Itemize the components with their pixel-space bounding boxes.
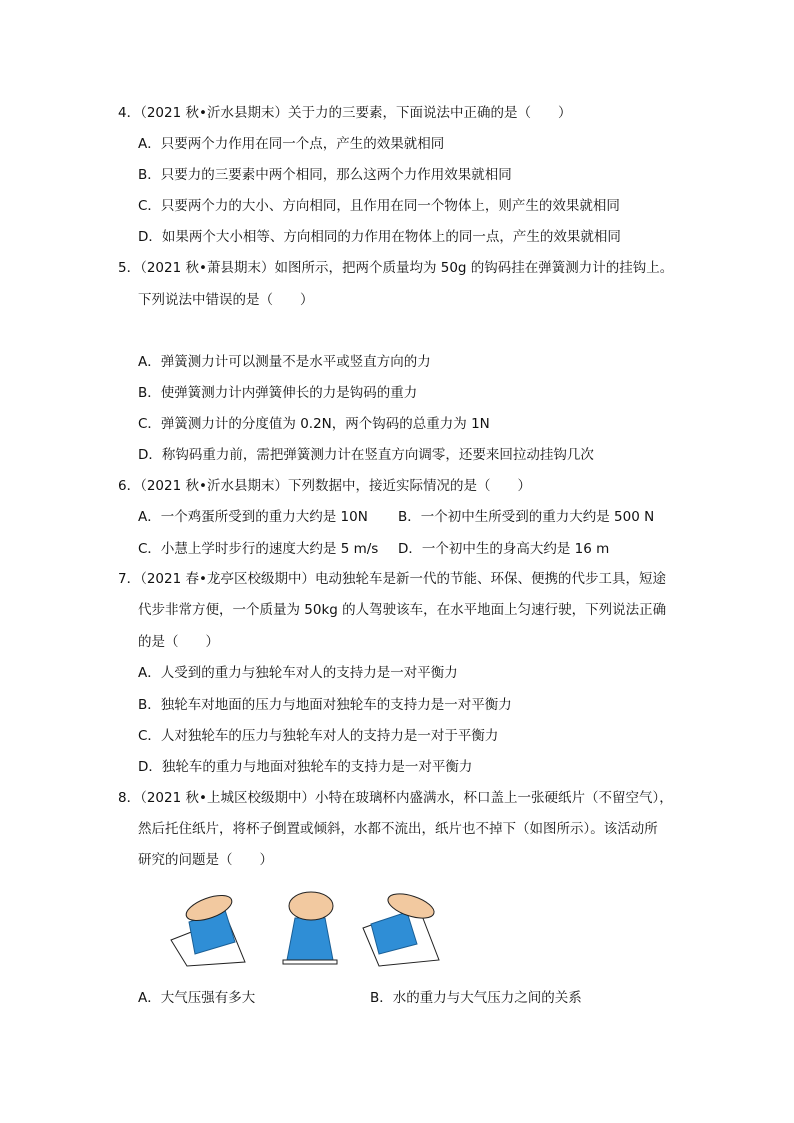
- tilted-cup-left: [171, 890, 245, 966]
- inverted-cup-middle: [283, 892, 337, 964]
- question-6-option-a: A．一个鸡蛋所受到的重力大约是 10N: [138, 509, 368, 525]
- question-4-option-d: D．如果两个大小相等、方向相同的力作用在物体上的同一点，产生的效果就相同: [138, 229, 621, 245]
- question-6-option-d: D．一个初中生的身高大约是 16 m: [398, 541, 610, 557]
- question-4-option-c: C．只要两个力的大小、方向相同，且作用在同一个物体上，则产生的效果就相同: [138, 198, 620, 214]
- cups-illustration: [165, 888, 445, 968]
- question-7-stem-line2: 代步非常方便，一个质量为 50kg 的人驾驶该车，在水平地面上匀速行驶，下列说法正确: [138, 602, 667, 618]
- question-5-option-a: A．弹簧测力计可以测量不是水平或竖直方向的力: [138, 354, 431, 370]
- question-8-option-a: A．大气压强有多大: [138, 990, 256, 1006]
- question-4-stem: 4．（2021 秋•沂水县期末）关于力的三要素，下面说法中正确的是（ ）: [118, 105, 572, 121]
- question-6-option-b: B．一个初中生所受到的重力大约是 500 N: [398, 509, 655, 525]
- question-7-stem-line1: 7．（2021 春•龙亭区校级期中）电动独轮车是新一代的节能、环保、便携的代步工具，短途: [118, 571, 666, 587]
- question-4-option-a: A．只要两个力作用在同一个点，产生的效果就相同: [138, 136, 445, 152]
- question-5-option-b: B．使弹簧测力计内弹簧伸长的力是钩码的重力: [138, 385, 418, 401]
- question-8-option-b: B．水的重力与大气压力之间的关系: [370, 990, 582, 1006]
- question-7-stem-line3: 的是（ ）: [138, 634, 219, 650]
- question-5-stem-line2: 下列说法中错误的是（ ）: [138, 292, 314, 308]
- question-7-option-d: D．独轮车的重力与地面对独轮车的支持力是一对平衡力: [138, 759, 473, 775]
- question-5-option-d: D．称钩码重力前，需把弹簧测力计在竖直方向调零，还要来回拉动挂钩几次: [138, 447, 594, 463]
- question-7-option-a: A．人受到的重力与独轮车对人的支持力是一对平衡力: [138, 665, 458, 681]
- question-6-option-c: C．小慧上学时步行的速度大约是 5 m/s: [138, 541, 379, 557]
- question-6-stem: 6．（2021 秋•沂水县期末）下列数据中，接近实际情况的是（ ）: [118, 478, 531, 494]
- question-8-stem-line1: 8．（2021 秋•上城区校级期中）小特在玻璃杯内盛满水，杯口盖上一张硬纸片（不留空气），: [118, 790, 673, 806]
- question-8-stem-line3: 研究的问题是（ ）: [138, 852, 273, 868]
- question-5-option-c: C．弹簧测力计的分度值为 0.2N，两个钩码的总重力为 1N: [138, 416, 490, 432]
- question-7-option-c: C．人对独轮车的压力与独轮车对人的支持力是一对于平衡力: [138, 728, 499, 744]
- question-8-stem-line2: 然后托住纸片，将杯子倒置或倾斜，水都不流出，纸片也不掉下（如图所示）。该活动所: [138, 821, 658, 837]
- question-4-option-b: B．只要力的三要素中两个相同，那么这两个力作用效果就相同: [138, 167, 512, 183]
- tilted-cup-right: [363, 889, 439, 966]
- question-5-stem-line1: 5．（2021 秋•萧县期末）如图所示，把两个质量均为 50g 的钩码挂在弹簧测力计的挂钩上。: [118, 260, 674, 276]
- question-7-option-b: B．独轮车对地面的压力与地面对独轮车的支持力是一对平衡力: [138, 697, 512, 713]
